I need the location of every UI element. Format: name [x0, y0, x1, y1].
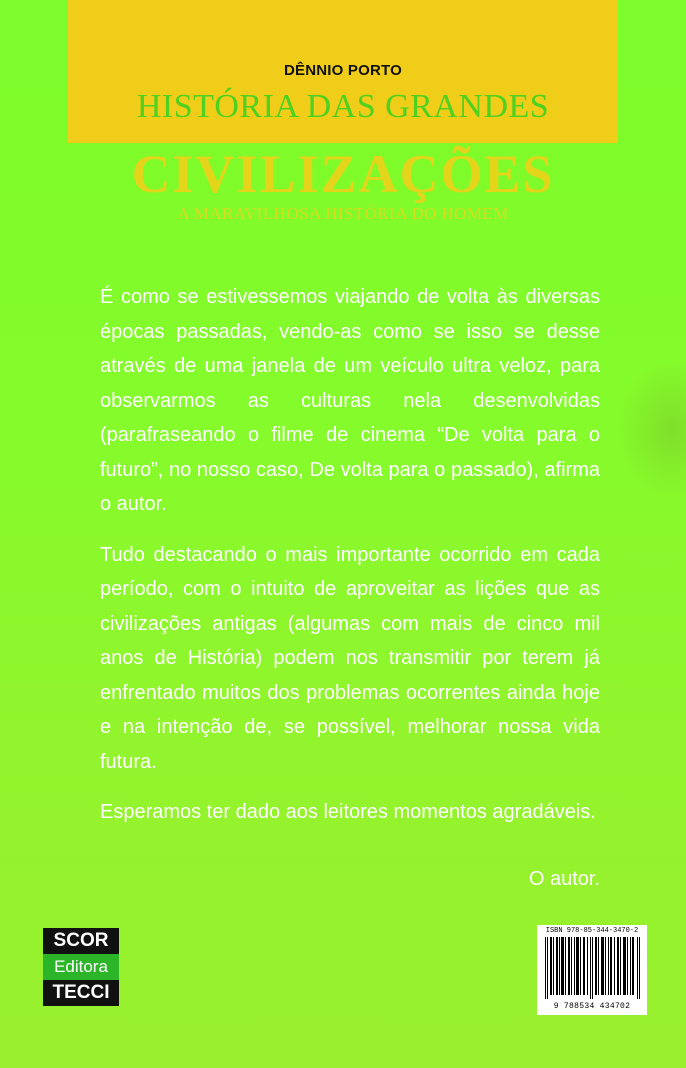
- publisher-logo: [43, 928, 119, 1006]
- logo-line-2: Editora: [43, 954, 119, 980]
- barcode: [537, 925, 647, 1015]
- title-banner: [68, 0, 618, 143]
- paragraph-1: É como se estivessemos viajando de volta às diversas épocas passadas, vendo-as como se isso se desse através de uma janela de um veículo ultra veloz, para observarmos as culturas nela desenvolvidas (parafraseando o filme de cinema “De volta para o futuro”, no nosso caso, De volta para o passado), afirma o autor.: [100, 286, 600, 515]
- subtitle: A MARAVILHOSA HISTÓRIA DO HOMEM: [177, 204, 509, 223]
- paragraph-3: Esperamos ter dado aos leitores momentos agradáveis.: [100, 801, 596, 823]
- signoff: O autor.: [528, 868, 600, 890]
- paragraph-2: Tudo destacando o mais importante ocorrido em cada período, com o intuito de aproveitar as lições que as civilizações antigas (algumas com mais de cinco mil anos de História) podem nos transmitir por terem já enfrentado muitos dos problemas ocorrentes ainda hoje e na intenção de, se possível, melhorar nossa vida futura.: [100, 543, 600, 773]
- background-temple-image: [616, 360, 686, 500]
- isbn-text: ISBN 978-85-344-3470-2: [545, 927, 639, 935]
- author-name: DÊNNIO PORTO: [284, 62, 402, 79]
- barcode-bars: [545, 937, 641, 999]
- logo-line-3: TECCI: [43, 980, 119, 1006]
- barcode-digits: 9 788534 434702: [553, 1002, 631, 1011]
- back-cover-text: [100, 280, 600, 846]
- title-line-1: HISTÓRIA DAS GRANDES: [136, 88, 550, 125]
- title-line-2: CIVILIZAÇÕES: [131, 144, 555, 204]
- logo-line-1: SCOR: [43, 928, 119, 954]
